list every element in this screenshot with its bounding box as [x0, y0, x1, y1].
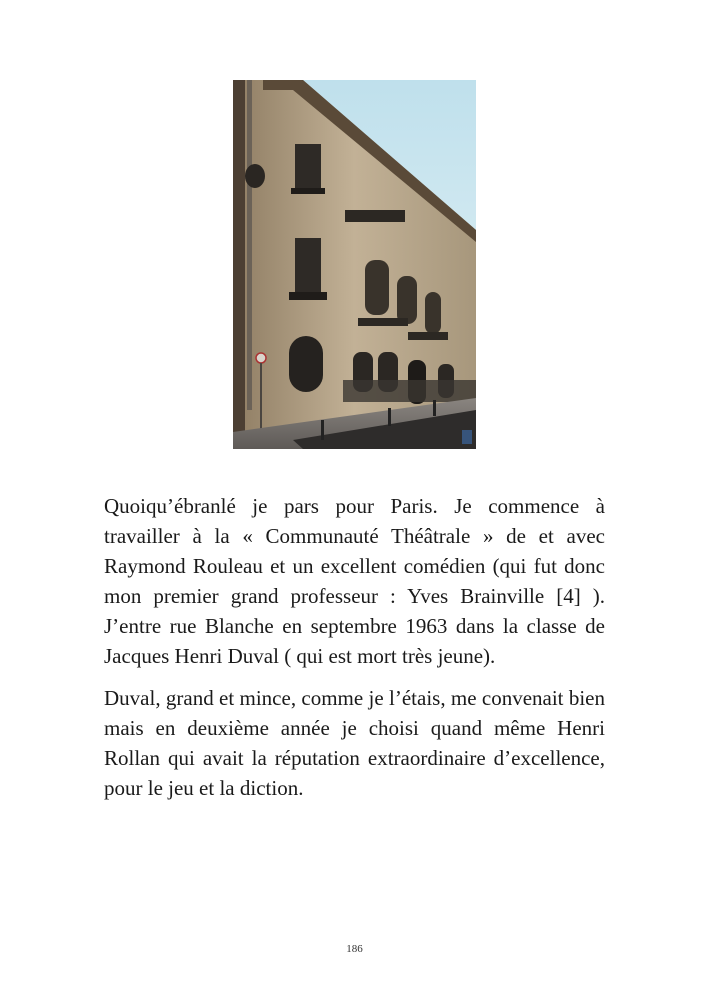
body-text [104, 491, 605, 815]
paragraph-1: Quoiqu’ébranlé je pars pour Paris. Je commence à travailler à la « Communauté Théâtrale » de et avec Raymond Rouleau et un excellent comédien (qui fut donc mon premier grand professeur : Yves Brainville [4] ). J’entre rue Blanche en septembre 1963 dans la classe de Jacques Henri Duval ( qui est mort très jeune). [104, 494, 605, 668]
page-number: 186 [346, 943, 363, 955]
paragraph-2: Duval, grand et mince, comme je l’étais, me convenait bien mais en deuxième année je choisi quand même Henri Rollan qui avait la réputation extraordinaire d’excellence, pour le jeu et la diction. [104, 686, 605, 800]
building-photo [233, 80, 476, 449]
